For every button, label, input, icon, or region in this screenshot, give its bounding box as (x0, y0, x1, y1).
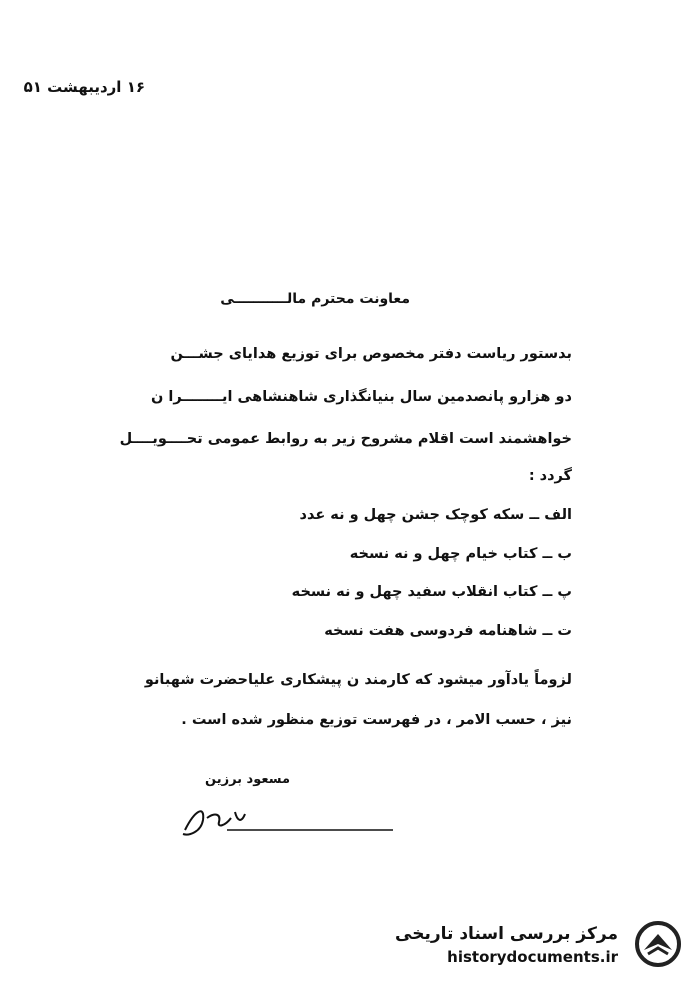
note-line: لزوماً یادآور میشود که کارمند ن پیشکاری علیاحضرت شهبانو (144, 672, 572, 688)
archive-watermark (395, 918, 688, 970)
list-item: ب ــ کتاب خیام چهل و نه نسخه (349, 546, 572, 562)
body-line: خواهشمند است اقلام مشروح زیر به روابط عمومی تحــــویــــل (119, 431, 572, 447)
handwritten-signature (175, 800, 395, 840)
body-line: گردد : (528, 468, 572, 484)
document-date: ۱۶ اردیبهشت ۵۱ (23, 78, 145, 96)
watermark-url: historydocuments.ir (447, 948, 618, 966)
salutation: معاونت محترم مالـــــــــــی (220, 291, 410, 307)
book-emblem-icon (632, 920, 684, 968)
body-line: بدستور ریاست دفتر مخصوص برای توزیع هدایای جشـــن (170, 346, 572, 362)
body-line: دو هزارو پانصدمین سال بنیانگذاری شاهنشاهی ایــــــــرا ن (150, 389, 572, 405)
watermark-title: مرکز بررسی اسناد تاریخی (395, 924, 618, 944)
note-line: نیز ، حسب الامر ، در فهرست توزیع منظور شده است . (181, 712, 572, 728)
list-item: الف ــ سکه کوچک جشن چهل و نه عدد (299, 507, 572, 523)
signature-name: مسعود برزین (205, 772, 290, 787)
list-item: ت ــ شاهنامه فردوسی هفت نسخه (324, 623, 572, 639)
list-item: پ ــ کتاب انقلاب سفید چهل و نه نسخه (291, 584, 572, 600)
